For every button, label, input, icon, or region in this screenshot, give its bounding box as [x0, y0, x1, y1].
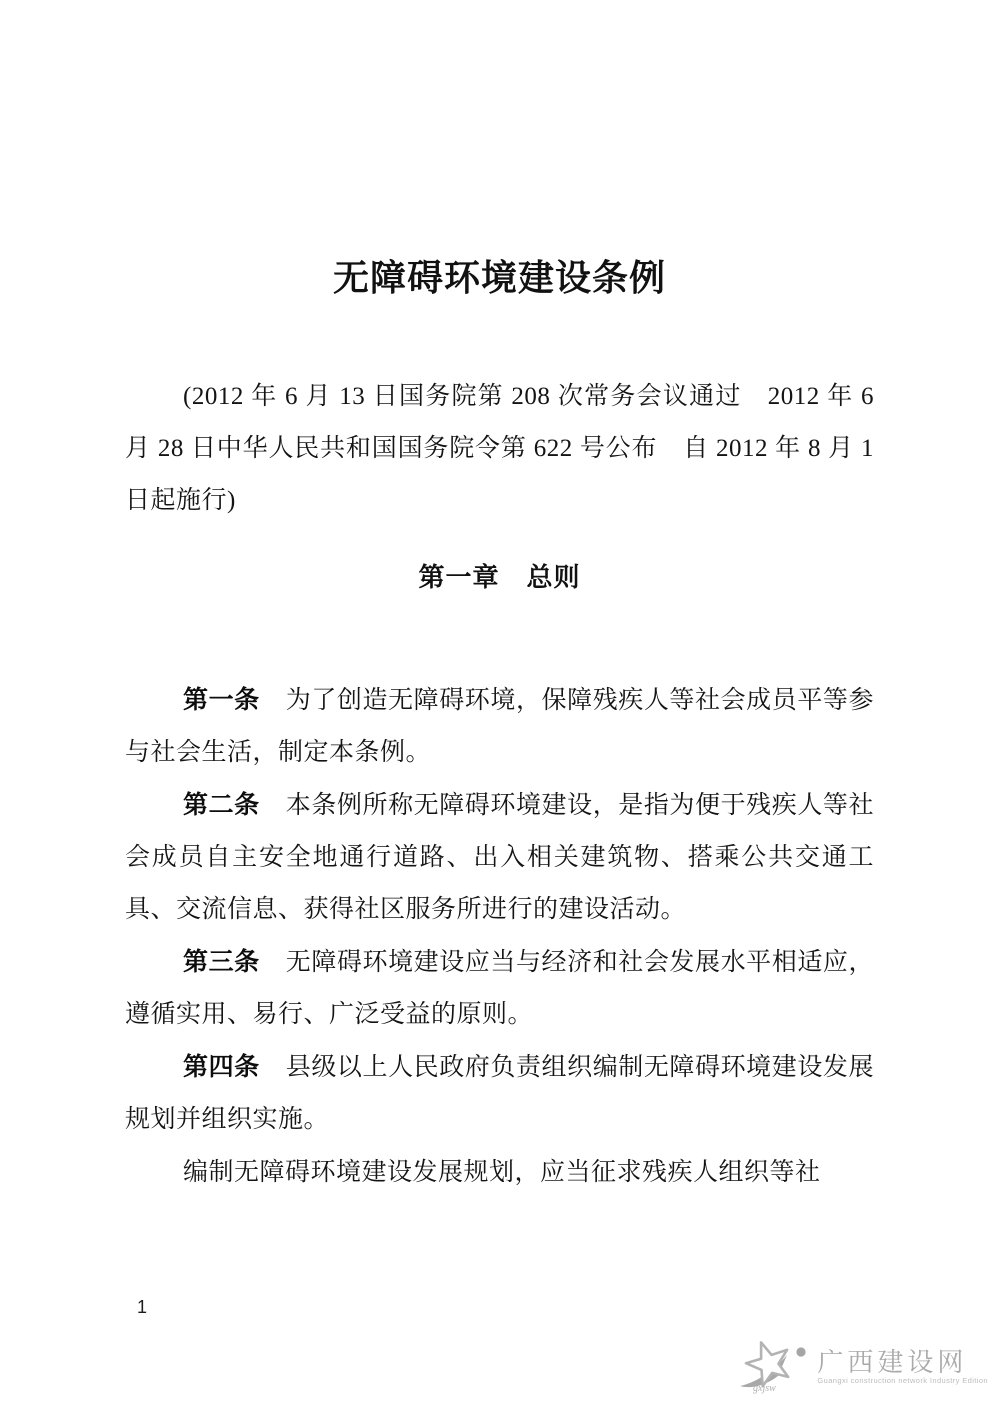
article-paragraph	[125, 674, 874, 779]
article-4-continuation-text: 编制无障碍环境建设发展规划，应当征求残疾人组织等社	[183, 1159, 821, 1186]
preamble-paragraph: (2012 年 6 月 13 日国务院第 208 次常务会议通过 2012 年 6 月 28 日中华人民共和国国务院令第 622 号公布 自 2012 年 8 月 1 日起施行)	[125, 383, 874, 514]
articles-section	[125, 674, 874, 1199]
watermark-tagline: Guangxi construction network Industry Edition	[817, 1375, 988, 1385]
watermark-text-column	[817, 1349, 988, 1386]
article-4-label: 第四条	[183, 1053, 260, 1081]
article-paragraph	[125, 1041, 874, 1146]
article-4-text: 县级以上人民政府负责组织编制无障碍环境建设发展规划并组织实施。	[125, 1054, 874, 1133]
logo-dot	[797, 1347, 806, 1356]
watermark-site-name: 广西建设网	[817, 1347, 968, 1377]
site-watermark	[737, 1339, 988, 1395]
chapter-heading: 第一章 总则	[418, 562, 581, 592]
article-3-label: 第三条	[183, 948, 260, 976]
star-logo-icon	[737, 1339, 811, 1395]
article-1-label: 第一条	[183, 686, 260, 714]
article-3-text: 无障碍环境建设应当与经济和社会发展水平相适应，遵循实用、易行、广泛受益的原则。	[125, 949, 874, 1028]
document-title: 无障碍环境建设条例	[332, 257, 666, 298]
logo-script-text: gxjsw	[753, 1383, 777, 1394]
article-2-label: 第二条	[183, 791, 260, 819]
article-2-text: 本条例所称无障碍环境建设，是指为便于残疾人等社会成员自主安全地通行道路、出入相关建筑物、搭乘公共交通工具、交流信息、获得社区服务所进行的建设活动。	[125, 792, 874, 923]
article-paragraph	[125, 1146, 874, 1199]
article-paragraph	[125, 936, 874, 1041]
article-paragraph	[125, 779, 874, 936]
article-1-text: 为了创造无障碍环境，保障残疾人等社会成员平等参与社会生活，制定本条例。	[125, 687, 874, 766]
page-number: 1	[137, 1297, 148, 1317]
